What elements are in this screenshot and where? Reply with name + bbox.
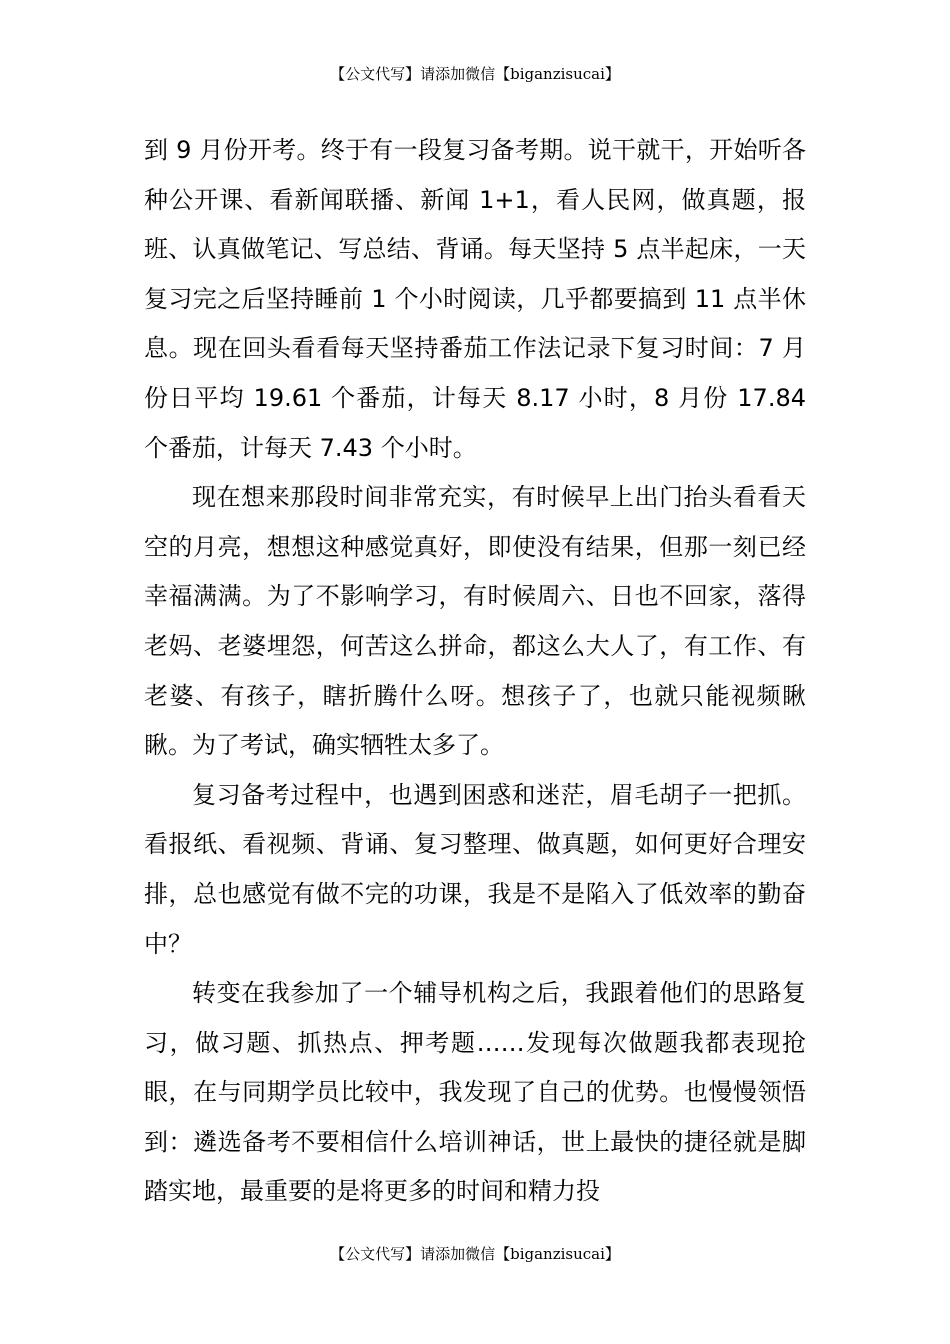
body-text — [144, 126, 806, 1217]
paragraph: 现在想来那段时间非常充实，有时候早上出门抬头看看天空的月亮，想想这种感觉真好，即使没有结果，但那一刻已经幸福满满。为了不影响学习，有时候周六、日也不回家，落得老妈、老婆埋怨，何苦这么拼命，都这么大人了，有工作、有老婆、有孩子，瞎折腾什么呀。想孩子了，也就只能视频瞅瞅。为了考试，确实牺牲太多了。 — [144, 483, 806, 760]
paragraph: 转变在我参加了一个辅导机构之后，我跟着他们的思路复习，做习题、抓热点、押考题……发现每次做题我都表现抢眼，在与同期学员比较中，我发现了自己的优势。也慢慢领悟到：遴选备考不要相信什么培训神话，世上最快的捷径就是脚踏实地，最重要的是将更多的时间和精力投 — [144, 979, 806, 1206]
page-header: 【公文代写】请添加微信【biganzisucai】 — [330, 65, 620, 83]
page-footer: 【公文代写】请添加微信【biganzisucai】 — [330, 1245, 620, 1263]
paragraph: 复习备考过程中，也遇到困惑和迷茫，眉毛胡子一把抓。看报纸、看视频、背诵、复习整理、做真题，如何更好合理安排，总也感觉有做不完的功课，我是不是陷入了低效率的勤奋中？ — [144, 780, 806, 958]
paragraph-continued: 到 9 月份开考。终于有一段复习备考期。说干就干，开始听各种公开课、看新闻联播、新闻 1+1，看人民网，做真题，报班、认真做笔记、写总结、背诵。每天坚持 5 点半起床，一天复习完之后坚持睡前 1 个小时阅读，几乎都要搞到 11 点半休息。现在回头看看每天坚持番茄工作法记录下复习时间：7 月份日平均 19.61 个番茄，计每天 8.17 小时，8 月份 17.84 个番茄，计每天 7.43 个小时。 — [144, 136, 806, 462]
